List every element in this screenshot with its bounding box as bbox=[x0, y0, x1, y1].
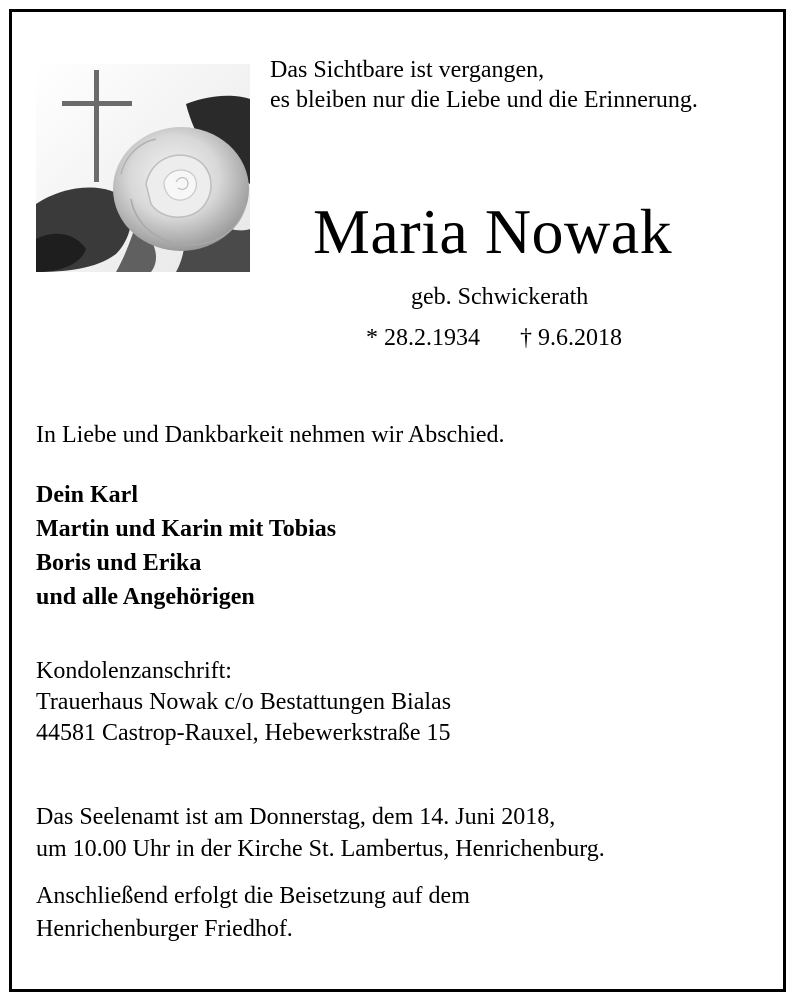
motto-line: Das Sichtbare ist vergangen, bbox=[270, 57, 545, 83]
motto-line: es bleiben nur die Liebe und die Erinnerung. bbox=[270, 87, 698, 113]
farewell-text: In Liebe und Dankbarkeit nehmen wir Abschied. bbox=[36, 422, 505, 448]
birth-date: * 28.2.1934 bbox=[366, 325, 480, 351]
burial-info bbox=[36, 880, 470, 946]
condolence-address bbox=[36, 656, 451, 749]
memorial-service bbox=[36, 801, 605, 865]
mourner-entry: Boris und Erika bbox=[36, 550, 202, 576]
mourner-entry: Dein Karl bbox=[36, 482, 138, 508]
life-dates bbox=[366, 324, 622, 352]
death-date: † 9.6.2018 bbox=[520, 325, 622, 351]
motto bbox=[270, 55, 698, 115]
rose-cross-image bbox=[36, 64, 250, 272]
service-line: Das Seelenamt ist am Donnerstag, dem 14. Juni 2018, bbox=[36, 804, 556, 830]
mourners-list bbox=[36, 478, 336, 614]
birth-name: geb. Schwickerath bbox=[411, 284, 589, 310]
address-line: 44581 Castrop-Rauxel, Hebewerkstraße 15 bbox=[36, 720, 451, 746]
burial-line: Henrichenburger Friedhof. bbox=[36, 916, 293, 942]
address-label: Kondolenzanschrift: bbox=[36, 658, 232, 684]
mourner-entry: Martin und Karin mit Tobias bbox=[36, 516, 337, 542]
address-line: Trauerhaus Nowak c/o Bestattungen Bialas bbox=[36, 689, 452, 715]
deceased-name: Maria Nowak bbox=[313, 196, 673, 267]
mourner-entry: und alle Angehörigen bbox=[36, 584, 255, 610]
service-line: um 10.00 Uhr in der Kirche St. Lambertus, Henrichenburg. bbox=[36, 836, 605, 862]
burial-line: Anschließend erfolgt die Beisetzung auf dem bbox=[36, 883, 470, 909]
